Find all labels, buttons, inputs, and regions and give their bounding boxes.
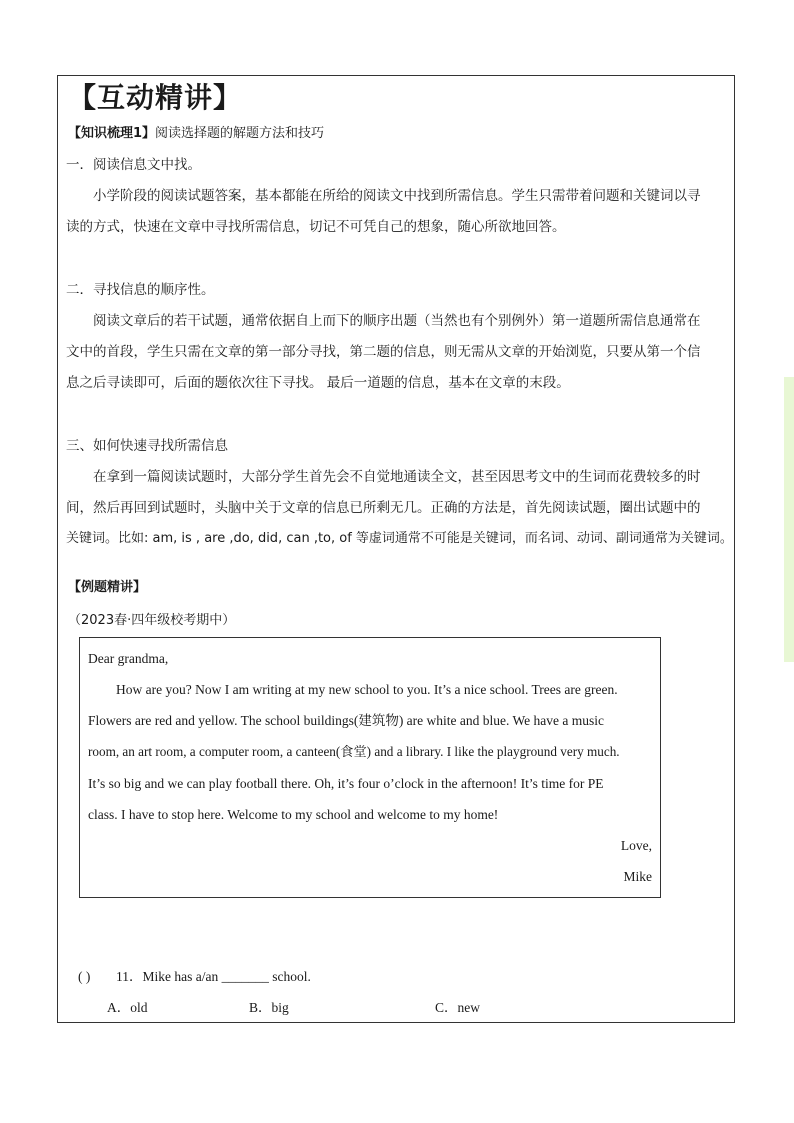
knowledge-heading	[68, 124, 324, 144]
p2-heading: 二．寻找信息的顺序性。	[66, 282, 215, 298]
option-b[interactable]: B．big	[249, 1000, 289, 1015]
p2-line-3: 息之后寻读即可，后面的题依次往下寻找。 最后一道题的信息，基本在文章的末段。	[66, 375, 570, 391]
option-c[interactable]: C．new	[435, 1000, 480, 1015]
p3-line-3: 关键词。比如: am, is , are ,do, did, can ,to, of 等虚词通常不可能是关键词，而名词、动词、副词通常为关键词。	[66, 531, 733, 546]
example-tag: 【例题精讲】	[68, 580, 147, 595]
letter-greeting: Dear grandma,	[88, 651, 169, 666]
letter-line-3: room, an art room, a computer room, a canteen(食堂) and a library. I like the playground very much.	[88, 744, 620, 759]
question-answer-bracket[interactable]: ( )	[78, 969, 91, 984]
letter-passage	[79, 637, 661, 898]
letter-line-2: Flowers are red and yellow. The school buildings(建筑物) are white and blue. We have a music	[88, 713, 605, 728]
letter-closing: Love,	[620, 838, 652, 853]
p3-line-2: 间，然后再回到试题时，头脑中关于文章的信息已所剩无几。正确的方法是，首先阅读试题，圈出试题中的	[66, 500, 701, 516]
letter-line-4: It’s so big and we can play football there. Oh, it’s four o’clock in the afternoon! It’s time for PE	[88, 776, 604, 791]
letter-signature: Mike	[623, 869, 652, 884]
p3-heading: 三、如何快速寻找所需信息	[66, 438, 228, 454]
question-text: 11．Mike has a/an _______ school.	[116, 969, 311, 984]
option-a[interactable]: A．old	[107, 1000, 148, 1015]
letter-line-5: class. I have to stop here. Welcome to my school and welcome to my home!	[88, 807, 499, 822]
p1-heading: 一．阅读信息文中找。	[66, 157, 201, 173]
p2-line-1: 阅读文章后的若干试题，通常依据自上而下的顺序出题（当然也有个别例外）第一道题所需信息通常在	[93, 313, 701, 329]
p2-line-2: 文中的首段，学生只需在文章的第一部分寻找，第二题的信息，则无需从文章的开始浏览，只要从第一个信	[66, 344, 701, 360]
knowledge-title: 阅读选择题的解题方法和技巧	[155, 126, 325, 141]
side-scroll-indicator	[784, 377, 794, 662]
p1-line-1: 小学阶段的阅读试题答案，基本都能在所给的阅读文中找到所需信息。学生只需带着问题和关键词以寻	[93, 188, 701, 204]
p1-line-2: 读的方式，快速在文章中寻找所需信息，切记不可凭自己的想象，随心所欲地回答。	[66, 219, 566, 235]
knowledge-tag: 【知识梳理1】	[68, 126, 156, 141]
p3-line-1: 在拿到一篇阅读试题时，大部分学生首先会不自觉地通读全文，甚至因思考文中的生词而花费较多的时	[93, 469, 701, 485]
letter-line-1: How are you? Now I am writing at my new school to you. It’s a nice school. Trees are green.	[116, 682, 618, 697]
section-title: 【互动精讲】	[68, 81, 243, 114]
example-source: （2023春·四年级校考期中）	[68, 613, 236, 628]
